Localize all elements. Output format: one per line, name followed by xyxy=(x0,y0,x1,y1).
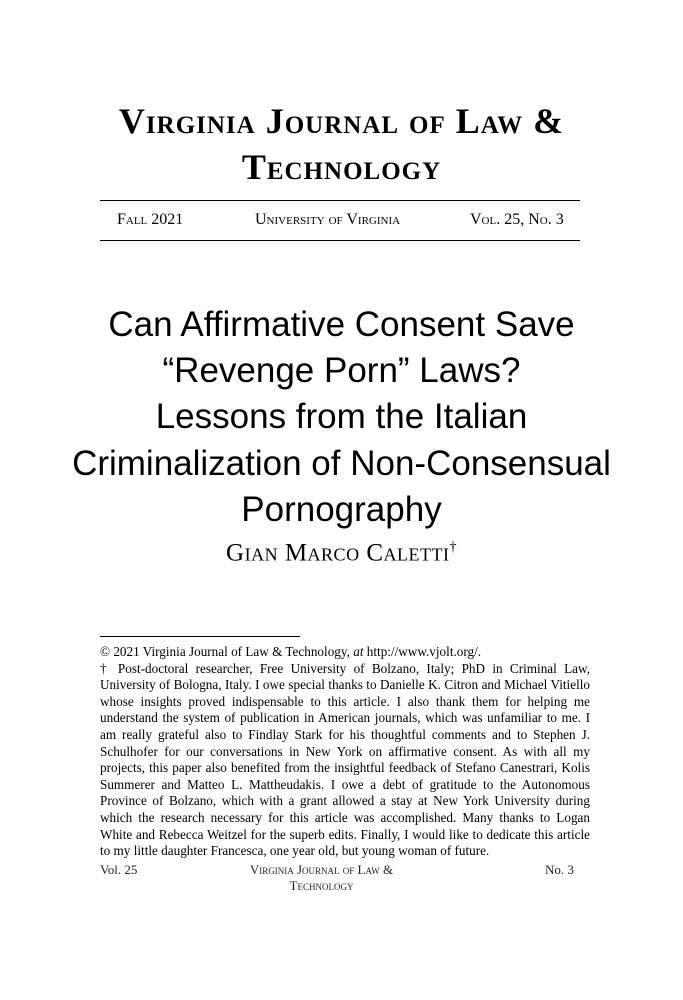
article-title-line-2: “Revenge Porn” Laws? xyxy=(162,351,521,390)
article-title-line-5: Pornography xyxy=(241,490,442,529)
copyright-text: © 2021 Virginia Journal of Law & Technology, xyxy=(100,644,354,659)
masthead-bottom-rule xyxy=(100,240,580,241)
author-footnote-mark: † xyxy=(449,540,457,555)
footer-number: No. 3 xyxy=(545,862,574,877)
journal-title-line-2: Technology xyxy=(241,147,442,187)
issue-volume: Vol. 25, No. 3 xyxy=(470,211,564,228)
footer-volume: Vol. 25 xyxy=(100,862,138,877)
masthead-top-rule xyxy=(100,200,580,201)
author-name-block xyxy=(0,532,683,569)
footer-journal-line-1: Virginia Journal of Law & xyxy=(249,862,394,877)
copyright-note xyxy=(100,644,590,661)
footer-journal xyxy=(200,862,443,894)
article-title-line-1: Can Affirmative Consent Save xyxy=(108,305,575,344)
issue-season: Fall 2021 xyxy=(117,211,184,228)
author-name: Gian Marco Caletti xyxy=(226,539,450,567)
issue-university: University of Virginia xyxy=(255,211,401,228)
author-note: † Post-doctoral researcher, Free University of Bolzano, Italy; PhD in Criminal Law, University of Bologna, Italy. I owe special thanks to Danielle K. Citron and Michael Vitiello whose insights proved indispensable to this article. I also thank them for helping me understand the system of publication in American journals, which was unfamiliar to me. I am really grateful also to Findlay Stark for his thoughtful comments and to Stephen J. Schulhofer for our conversations in New York on affirmative consent. As with all my projects, this paper also benefited from the insightful feedback of Stefano Canestrari, Kolis Summerer and Matteo L. Mattheudakis. I owe a debt of gratitude to the Autonomous Province of Bolzano, which with a grant allowed a stay at New York University during which the research necessary for this article was accomplished. Many thanks to Logan White and Rebecca Weitzel for the superb edits. Finally, I would like to dedicate this article to my little daughter Francesca, one year old, but young woman of future. xyxy=(100,660,590,859)
copyright-at: at xyxy=(353,644,364,659)
footnote-separator xyxy=(100,636,300,637)
journal-url: http://www.vjolt.org/. xyxy=(363,644,482,659)
journal-title-line-1: Virginia Journal of Law & xyxy=(118,101,565,141)
article-title-line-3: Lessons from the Italian xyxy=(155,397,528,436)
footer-journal-line-2: Technology xyxy=(289,878,354,893)
footnotes xyxy=(100,644,590,860)
article-title-line-4: Criminalization of Non-Consensual xyxy=(72,444,611,483)
